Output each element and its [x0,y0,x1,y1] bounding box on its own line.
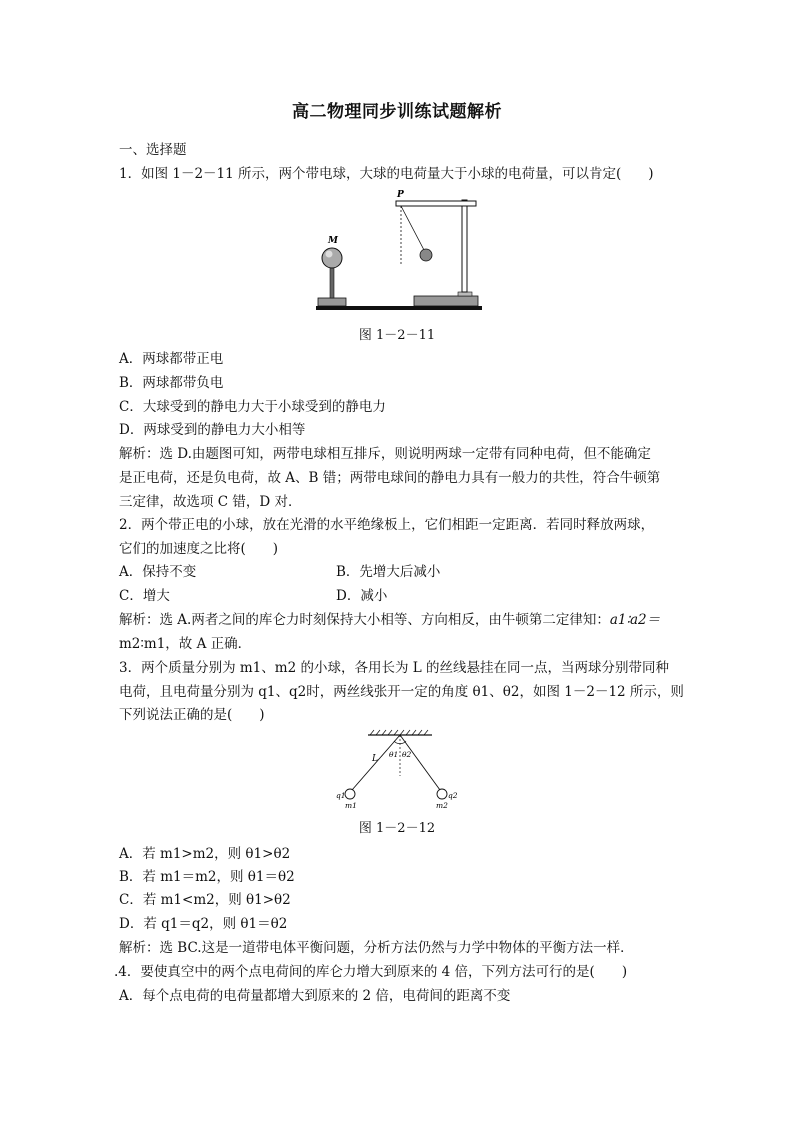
right-stand-base [414,296,478,306]
q3-option-a: A．若 m1>m2，则 θ1>θ2 [119,846,291,862]
figure-1-2-12 [336,728,466,812]
q3-option-b: B．若 m1＝m2，则 θ1＝θ2 [119,869,295,885]
label-m1: m1 [345,801,357,810]
q1-analysis-line2: 是正电荷，还是负电荷，故 A、B 错；两带电球间的静电力具有一般力的共性，符合牛顿第 [119,470,661,486]
q2-analysis-text: 解析：选 A.两者之间的库仑力时刻保持大小相等、方向相反，由牛顿第二定律知： [119,612,610,628]
large-ball-highlight [326,251,333,258]
label-theta1: θ1 [389,750,399,759]
q3-analysis: 解析：选 BC.这是一道带电体平衡问题，分析方法仍然与力学中物体的平衡方法一样． [119,940,634,956]
q1-option-a: A．两球都带正电 [119,351,224,367]
q3-figure-caption: 图 1－2－12 [358,821,436,836]
right-stand-arm [396,201,476,206]
q3-stem-line1: 3．两个质量分别为 m1、m2 的小球，各用长为 L 的丝线悬挂在同一点，当两球分别带同种 [119,660,669,676]
label-q2: q2 [448,791,458,800]
q2-option-d: D．减小 [336,588,388,604]
q1-option-b: B．两球都带负电 [119,375,224,391]
q2-option-b: B．先增大后减小 [336,564,441,580]
q1-option-d: D．两球受到的静电力大小相等 [119,422,306,438]
label-theta2: θ2 [402,750,412,759]
q2-option-a: A．保持不变 [119,564,197,580]
section-heading: 一、选择题 [119,142,187,158]
right-stand-foot [458,292,472,296]
ceiling-hatching [370,730,428,735]
q2-analysis-line2: m2∶m1，故 A 正确． [119,636,252,652]
right-thread [400,735,440,790]
q1-option-c: C．大球受到的静电力大于小球受到的静电力 [119,399,386,415]
q2-option-c: C．增大 [119,588,170,604]
q2-stem-line2: 它们的加速度之比将( ) [119,541,279,557]
q3-option-c: C．若 m1<m2，则 θ1>θ2 [119,892,291,908]
figure-1-2-11 [310,186,490,314]
small-ball [420,249,432,261]
q1-figure-caption: 图 1－2－11 [358,328,436,343]
q3-option-d: D．若 q1＝q2，则 θ1＝θ2 [119,916,288,932]
q3-stem-line3: 下列说法正确的是( ) [119,707,265,723]
q1-analysis-line3: 三定律，故选项 C 错，D 对． [119,494,302,510]
suspension-thread [401,206,424,250]
large-ball-m [322,248,342,268]
label-m: M [328,236,338,246]
page-title: 高二物理同步训练试题解析 [292,102,502,122]
q2-stem-line1: 2．两个带正电的小球，放在光滑的水平绝缘板上，它们相距一定距离．若同时释放两球， [119,517,655,533]
q4-option-a: A．每个点电荷的电荷量都增大到原来的 2 倍，电荷间的距离不变 [119,988,511,1004]
label-m2: m2 [436,801,448,810]
q1-stem: 1．如图 1－2－11 所示，两个带电球，大球的电荷量大于小球的电荷量，可以肯定( ) [119,166,654,182]
label-q1: q1 [336,791,346,800]
right-stand-post [462,200,467,292]
left-ball [345,789,355,799]
right-ball [437,789,447,799]
q3-stem-line2: 电荷，且电荷量分别为 q1、q2时，两丝线张开一定的角度 θ1、θ2，如图 1－2－12 所示，则 [119,684,684,700]
q2-analysis-line1 [119,611,660,629]
q4-stem: .4．要使真空中的两个点电荷间的库仑力增大到原来的 4 倍，下列方法可行的是( ) [114,964,628,980]
left-stand-base [318,298,346,306]
q2-analysis-ratio: a1∶a2＝ [609,612,661,628]
q1-analysis-line1: 解析：选 D.由题图可知，两带电球相互排斥，则说明两球一定带有同种电荷，但不能确定 [119,446,651,462]
table-base [316,306,482,310]
label-l: L [372,754,378,764]
label-p: P [397,190,404,200]
